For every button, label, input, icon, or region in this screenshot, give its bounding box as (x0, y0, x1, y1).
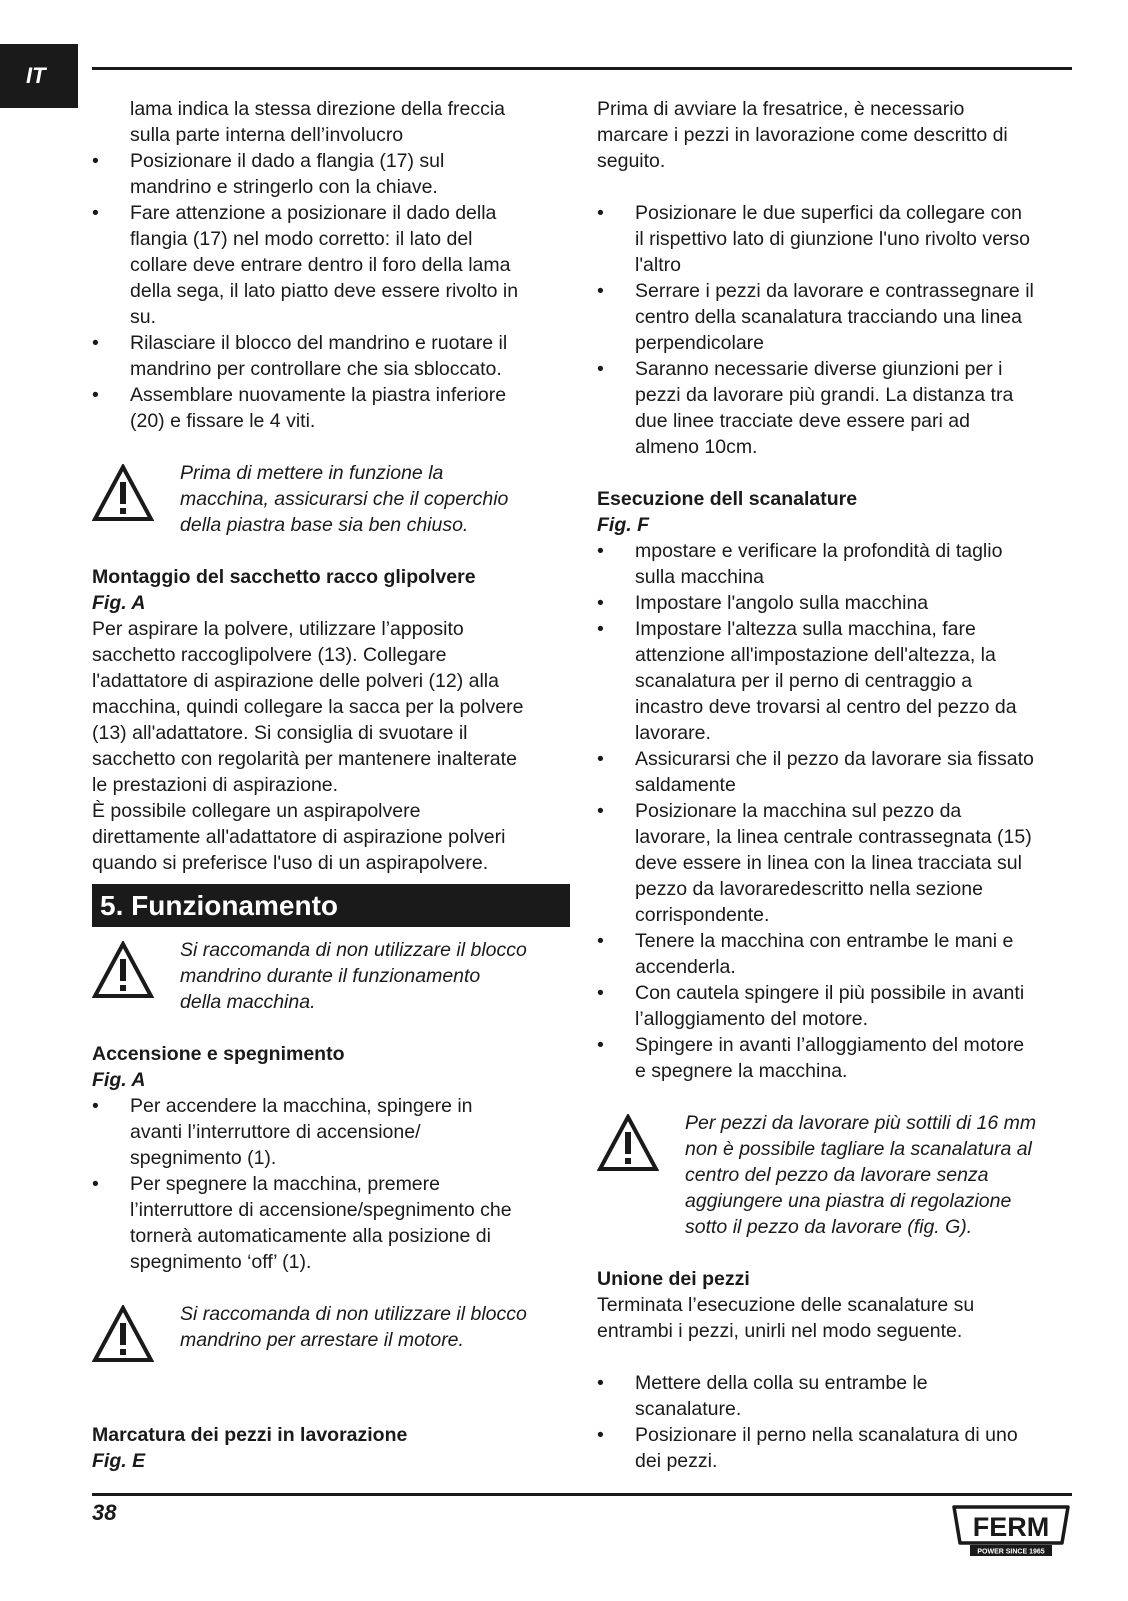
text-line: Per accendere la macchina, spingere in (130, 1095, 473, 1117)
text-line: scanalature. (635, 1398, 742, 1420)
text-line: mpostare e verificare la profondità di taglio (635, 540, 1003, 562)
ferm-logo (950, 1505, 1072, 1559)
fig-reference: Fig. F (597, 514, 649, 536)
text-line: aggiungere una piastra di regolazione (685, 1190, 1012, 1212)
list-item: • Posizionare la macchina sul pezzo da lavorare, la linea centrale contrassegnata (15) deve essere in linea con la linea tracciata sul pezzo da lavoraredescritto nella sezione corrispondente. (597, 798, 1077, 928)
footer-rule (92, 1493, 1072, 1496)
text-line: spegnimento ‘off’ (1). (130, 1251, 312, 1273)
text-line: perpendicolare (635, 332, 765, 354)
right-bullets-joining (597, 1370, 1077, 1474)
right-bullets-marking (597, 200, 1077, 460)
text-line: Spingere in avanti l’alloggiamento del motore (635, 1034, 1025, 1056)
text-line: pezzo da lavoraredescritto nella sezione (635, 878, 983, 900)
list-item: • Per accendere la macchina, spingere in avanti l’interruttore di accensione/ spegnimento (1). (92, 1093, 570, 1171)
warning-triangle-icon (92, 1301, 180, 1370)
page-number: 38 (92, 1500, 117, 1525)
list-item: • Con cautela spingere il più possibile in avanti l’alloggiamento del motore. (597, 980, 1077, 1032)
text-line: l’alloggiamento del motore. (635, 1008, 869, 1030)
continued-bullet-text (92, 96, 570, 148)
list-item: • Assemblare nuovamente la piastra inferiore (20) e fissare le 4 viti. (92, 382, 570, 434)
text-line: quando si preferisce l'uso di un aspirapolvere. (92, 852, 489, 874)
paragraph-intro (597, 96, 1077, 174)
list-item: • Spingere in avanti l’alloggiamento del motore e spegnere la macchina. (597, 1032, 1077, 1084)
text-line: deve essere in linea con la linea tracciata sul (635, 852, 1022, 874)
list-item: • mpostare e verificare la profondità di taglio sulla macchina (597, 538, 1077, 590)
text-line: sulla parte interna dell’involucro (130, 124, 404, 146)
text-line: Posizionare il perno nella scanalatura di uno (635, 1424, 1018, 1446)
text-line: Posizionare le due superfici da collegare con (635, 202, 1022, 224)
text-line: sacchetto con regolarità per mantenere inalterate (92, 748, 517, 770)
text-line: attenzione all'impostazione dell'altezza, la (635, 644, 996, 666)
language-label: IT (26, 63, 46, 88)
logo-tagline: POWER SINCE 1965 (977, 1548, 1045, 1556)
text-line: saldamente (635, 774, 736, 796)
text-line: centro del pezzo da lavorare senza (685, 1164, 989, 1186)
language-tab (0, 44, 78, 108)
text-line: seguito. (597, 150, 666, 172)
text-line: Tenere la macchina con entrambe le mani e (635, 930, 1014, 952)
text-line: accenderla. (635, 956, 736, 978)
text-line: dei pezzi. (635, 1450, 718, 1472)
text-line: mandrino durante il funzionamento (180, 965, 481, 987)
list-item: • Posizionare il perno nella scanalatura di uno dei pezzi. (597, 1422, 1077, 1474)
text-line: Fare attenzione a posizionare il dado della (130, 202, 497, 224)
fig-reference: Fig. A (92, 1069, 146, 1091)
text-line: lavorare. (635, 722, 711, 744)
text-line: Impostare l'angolo sulla macchina (635, 592, 929, 614)
list-item: • Mettere della colla su entrambe le scanalature. (597, 1370, 1077, 1422)
text-line: Per aspirare la polvere, utilizzare l’apposito (92, 618, 464, 640)
text-line: della macchina. (180, 991, 316, 1013)
text-line: mandrino e stringerlo con la chiave. (130, 176, 438, 198)
text-line: spegnimento (1). (130, 1147, 277, 1169)
text-line: Prima di avviare la fresatrice, è necessario (597, 98, 965, 120)
text-line: Assemblare nuovamente la piastra inferiore (130, 384, 507, 406)
heading-slots: Esecuzione dell scanalature (597, 488, 858, 510)
section-title: 5. Funzionamento (92, 884, 570, 927)
left-bullets-switch (92, 1093, 570, 1275)
text-line: Prima di mettere in funzione la (180, 462, 444, 484)
text-line: Saranno necessarie diverse giunzioni per i (635, 358, 1003, 380)
text-line: (13) all'adattatore. Si consiglia di svuotare il (92, 722, 468, 744)
warning-spindle-lock (92, 937, 570, 1015)
header-rule (92, 67, 1072, 70)
text-line: e spegnere la macchina. (635, 1060, 848, 1082)
list-item: • Assicurarsi che il pezzo da lavorare sia fissato saldamente (597, 746, 1077, 798)
text-line: Assicurarsi che il pezzo da lavorare sia fissato (635, 748, 1034, 770)
heading-dust-bag: Montaggio del sacchetto racco glipolvere (92, 566, 476, 588)
list-item: • Fare attenzione a posizionare il dado della flangia (17) nel modo corretto: il lato del collare deve entrare dentro il foro della lama della sega, il lato piatto deve essere rivolto in su. (92, 200, 570, 330)
text-line: Per spegnere la macchina, premere (130, 1173, 440, 1195)
list-item: • Saranno necessarie diverse giunzioni per i pezzi da lavorare più grandi. La distanza tra due linee tracciate deve essere pari ad almeno 10cm. (597, 356, 1077, 460)
text-line: avanti l’interruttore di accensione/ (130, 1121, 421, 1143)
text-line: Impostare l'altezza sulla macchina, fare (635, 618, 976, 640)
text-line: mandrino per arrestare il motore. (180, 1329, 464, 1351)
text-line: almeno 10cm. (635, 436, 758, 458)
text-line: l'altro (635, 254, 681, 276)
right-column (597, 96, 1077, 1474)
text-line: due linee tracciate deve essere pari ad (635, 410, 970, 432)
text-line: scanalatura per il perno di centraggio a (635, 670, 973, 692)
text-line: il rispettivo lato di giunzione l'uno rivolto verso (635, 228, 1031, 250)
fig-reference: Fig. E (92, 1450, 146, 1472)
heading-marking: Marcatura dei pezzi in lavorazione (92, 1424, 408, 1446)
text-line: Mettere della colla su entrambe le (635, 1372, 928, 1394)
text-line: collare deve entrare dentro il foro della lama (130, 254, 511, 276)
list-item: • Posizionare il dado a flangia (17) sul mandrino e stringerlo con la chiave. (92, 148, 570, 200)
list-item: • Rilasciare il blocco del mandrino e ruotare il mandrino per controllare che sia sbloccato. (92, 330, 570, 382)
text-line: l’interruttore di accensione/spegnimento che (130, 1199, 512, 1221)
text-line: direttamente all'adattatore di aspirazione polveri (92, 826, 506, 848)
text-line: pezzi da lavorare più grandi. La distanza tra (635, 384, 1014, 406)
heading-joining: Unione dei pezzi (597, 1268, 750, 1290)
text-line: macchina, quindi collegare la sacca per la polvere (92, 696, 524, 718)
text-line: mandrino per controllare che sia sbloccato. (130, 358, 502, 380)
text-line: le prestazioni di aspirazione. (92, 774, 339, 796)
text-line: entrambi i pezzi, unirli nel modo seguente. (597, 1320, 963, 1342)
list-item: • Per spegnere la macchina, premere l’interruttore di accensione/spegnimento che tornerà automaticamente alla posizione di spegnimento ‘off’ (1). (92, 1171, 570, 1275)
warning-triangle-icon (597, 1110, 685, 1179)
text-line: lavorare, la linea centrale contrassegnata (15) (635, 826, 1032, 848)
warning-triangle-icon (92, 937, 180, 1006)
list-item: • Impostare l'angolo sulla macchina (597, 590, 1077, 616)
list-item: • Tenere la macchina con entrambe le mani e accenderla. (597, 928, 1077, 980)
text-line: sulla macchina (635, 566, 764, 588)
text-line: della piastra base sia ben chiuso. (180, 514, 469, 536)
warning-thin-workpiece (597, 1110, 1077, 1240)
text-line: lama indica la stessa direzione della freccia (130, 98, 506, 120)
paragraph-dust-bag (92, 616, 570, 876)
text-line: Con cautela spingere il più possibile in avanti (635, 982, 1025, 1004)
text-line: Serrare i pezzi da lavorare e contrassegnare il (635, 280, 1034, 302)
left-bullets-assembly (92, 148, 570, 434)
text-line: sacchetto raccoglipolvere (13). Collegare (92, 644, 447, 666)
fig-reference: Fig. A (92, 592, 146, 614)
text-line: Rilasciare il blocco del mandrino e ruotare il (130, 332, 508, 354)
text-line: corrispondente. (635, 904, 770, 926)
text-line: centro della scanalatura tracciando una linea (635, 306, 1023, 328)
text-line: (20) e fissare le 4 viti. (130, 410, 316, 432)
text-line: macchina, assicurarsi che il coperchio (180, 488, 509, 510)
list-item: • Impostare l'altezza sulla macchina, fare attenzione all'impostazione dell'altezza, la scanalatura per il perno di centraggio a incastro deve trovarsi al centro del pezzo da lavorare. (597, 616, 1077, 746)
warning-triangle-icon (92, 460, 180, 529)
text-line: incastro deve trovarsi al centro del pezzo da (635, 696, 1017, 718)
right-bullets-slots (597, 538, 1077, 1084)
left-column (92, 96, 570, 1474)
text-line: l'adattatore di aspirazione delle polveri (12) alla (92, 670, 499, 692)
text-line: su. (130, 306, 157, 328)
text-line: È possibile collegare un aspirapolvere (92, 800, 421, 822)
text-line: Si raccomanda di non utilizzare il blocco (180, 939, 527, 961)
text-line: non è possibile tagliare la scanalatura al (685, 1138, 1032, 1160)
text-line: Posizionare il dado a flangia (17) sul (130, 150, 445, 172)
list-item: • Serrare i pezzi da lavorare e contrassegnare il centro della scanalatura tracciando una linea perpendicolare (597, 278, 1077, 356)
text-line: sotto il pezzo da lavorare (fig. G). (685, 1216, 973, 1238)
text-line: flangia (17) nel modo corretto: il lato del (130, 228, 473, 250)
text-line: Terminata l’esecuzione delle scanalature su (597, 1294, 975, 1316)
paragraph-joining (597, 1292, 1077, 1344)
text-line: marcare i pezzi in lavorazione come descritto di (597, 124, 1008, 146)
logo-text: FERM (972, 1512, 1050, 1542)
list-item: • Posizionare le due superfici da collegare con il rispettivo lato di giunzione l'uno rivolto verso l'altro (597, 200, 1077, 278)
text-line: Si raccomanda di non utilizzare il blocco (180, 1303, 527, 1325)
text-line: Posizionare la macchina sul pezzo da (635, 800, 962, 822)
heading-on-off: Accensione e spegnimento (92, 1043, 345, 1065)
text-line: della sega, il lato piatto deve essere rivolto in (130, 280, 519, 302)
text-line: tornerà automaticamente alla posizione di (130, 1225, 491, 1247)
warning-cover-closed (92, 460, 570, 538)
warning-stop-motor (92, 1301, 570, 1370)
text-line: Per pezzi da lavorare più sottili di 16 mm (685, 1112, 1037, 1134)
